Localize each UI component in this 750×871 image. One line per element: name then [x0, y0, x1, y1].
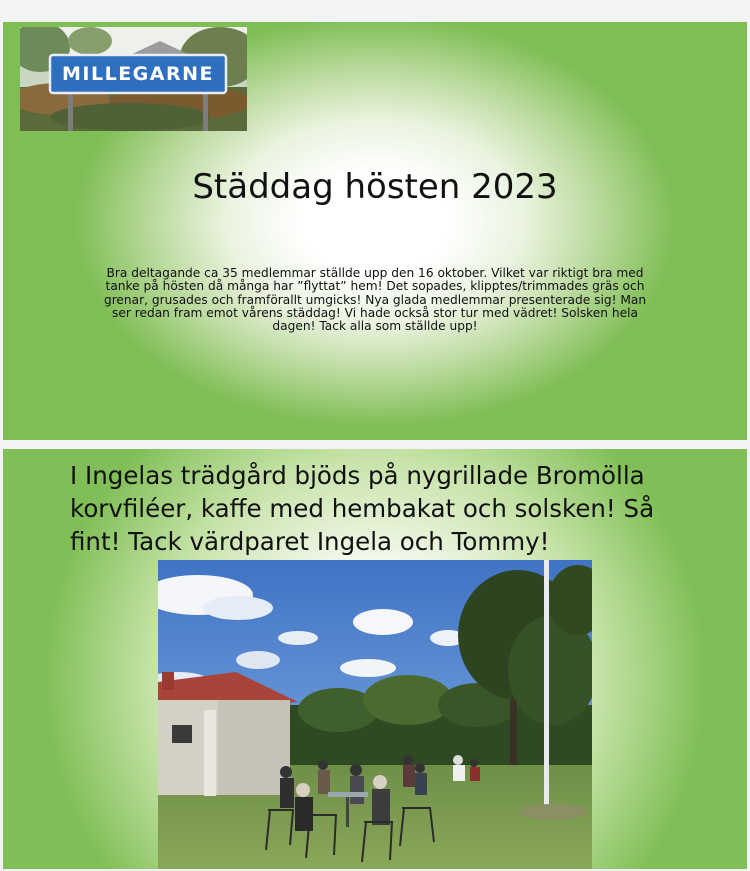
- slide-title: Städdag hösten 2023: [192, 167, 558, 207]
- garden-gathering-photo: [158, 560, 592, 869]
- millegarne-sign-photo: [20, 27, 247, 131]
- slide-body-text: Bra deltagande ca 35 medlemmar ställde upp den 16 oktober. Vilket var riktigt bra med tanke på hösten då många har ”flyttat” hem! Det sopades, klipptes/trimmades gräs och grenar, grusades och framförallt umgicks! Nya glada medlemmar presenterade sig! Man ser redan fram emot vårens städdag! Vi hade också stor tur med vädret! Solsken hela dagen! Tack alla som ställde upp!: [103, 266, 647, 334]
- slide-1: [3, 22, 747, 440]
- slide-2: [3, 449, 747, 869]
- slide-caption: I Ingelas trädgård bjöds på nygrillade Bromölla korvfiléer, kaffe med hembakat och solsken! Så fint! Tack värdparet Ingela och Tommy!: [70, 461, 655, 556]
- sign-text: MILLEGARNE: [62, 63, 214, 85]
- garden-photo-graphic: [158, 560, 592, 869]
